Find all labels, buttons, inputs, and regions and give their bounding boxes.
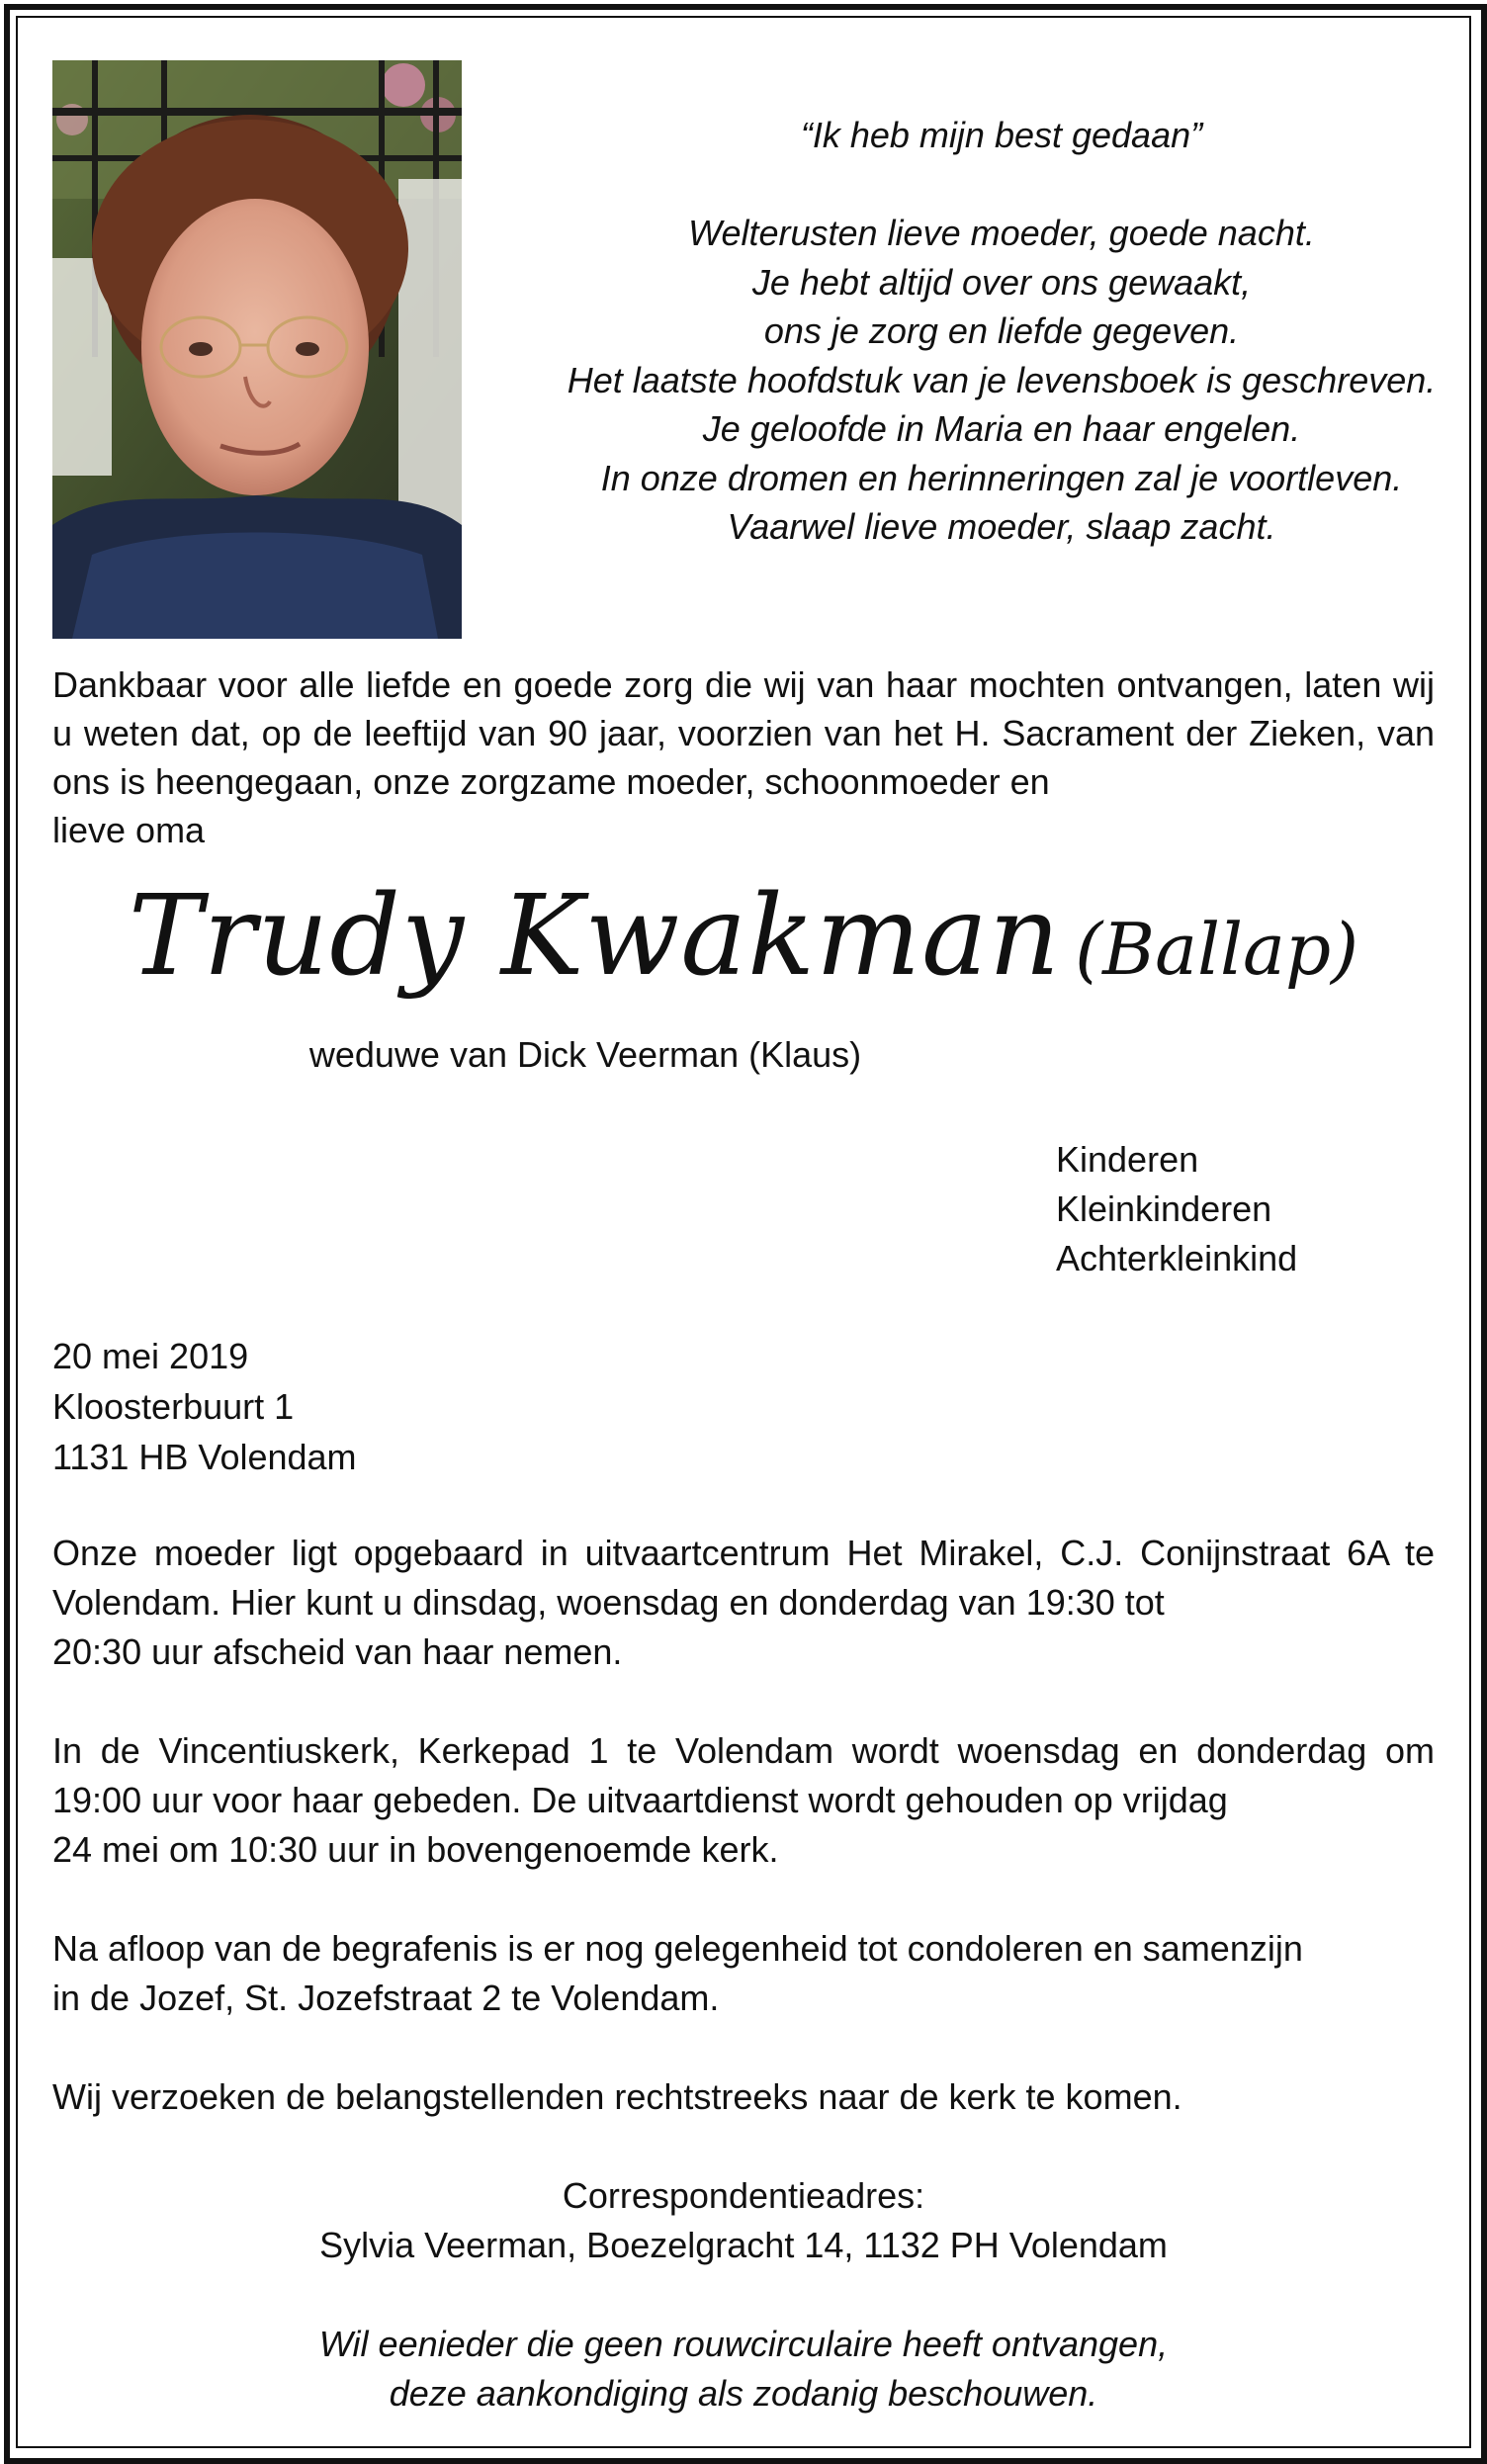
- postal-city: 1131 HB Volendam: [52, 1437, 357, 1477]
- portrait-photo-icon: [52, 60, 462, 639]
- paragraph-text: Na afloop van de begrafenis is er nog gelegenheid tot condoleren en samenzijn: [52, 1928, 1303, 1969]
- poem-line: In onze dromen en herinneringen zal je voortleven.: [600, 457, 1403, 498]
- poem-line: Je hebt altijd over ons gewaakt,: [751, 261, 1252, 303]
- paragraph-last-line: Wij verzoeken de belangstellenden rechtstreeks naar de kerk te komen.: [52, 2076, 1182, 2117]
- deceased-name: [52, 872, 1435, 1001]
- closing-line: Wil eenieder die geen rouwcirculaire heeft ontvangen,: [318, 2324, 1169, 2364]
- request-paragraph: [52, 2072, 1435, 2122]
- deceased-maiden-name: (Ballap): [1075, 908, 1359, 991]
- intro-text: Dankbaar voor alle liefde en goede zorg die wij van haar mochten ontvangen, laten wij u weten dat, op de leeftijd van 90 jaar, voorzien van het H. Sacrament der Zieken, van ons is heengegaan, onze zorgzame moeder, schoonmoeder en: [52, 664, 1435, 802]
- closing-note: [52, 2320, 1435, 2419]
- date-and-address: [52, 1331, 357, 1482]
- intro-paragraph: [52, 660, 1435, 854]
- service-paragraph: [52, 1726, 1435, 1875]
- family-member: Kinderen: [1056, 1139, 1199, 1180]
- poem-line: ons je zorg en liefde gegeven.: [763, 310, 1240, 351]
- announcement: [52, 0, 1435, 2464]
- family-member: Kleinkinderen: [1056, 1188, 1272, 1229]
- street: Kloosterbuurt 1: [52, 1386, 295, 1427]
- date: 20 mei 2019: [52, 1336, 249, 1376]
- lying-in-state-paragraph: [52, 1529, 1435, 1677]
- paragraph-text: In de Vincentiuskerk, Kerkepad 1 te Volendam wordt woensdag en donderdag om 19:00 uur voor haar gebeden. De uitvaartdienst wordt gehouden op vrijdag: [52, 1730, 1435, 1820]
- family-member: Achterkleinkind: [1056, 1238, 1298, 1278]
- paragraph-last-line: 24 mei om 10:30 uur in bovengenoemde kerk.: [52, 1829, 779, 1870]
- poem-line: Het laatste hoofdstuk van je levensboek is geschreven.: [567, 359, 1437, 400]
- paragraph-last-line: 20:30 uur afscheid van haar nemen.: [52, 1631, 623, 1672]
- correspondence-label: Correspondentieadres:: [562, 2175, 925, 2216]
- poem-motto: “Ik heb mijn best gedaan”: [800, 115, 1203, 155]
- paragraph-text: Onze moeder ligt opgebaard in uitvaartcentrum Het Mirakel, C.J. Conijnstraat 6A te Volendam. Hier kunt u dinsdag, woensdag en donderdag van 19:30 tot: [52, 1533, 1435, 1623]
- deceased-full-name: Trudy Kwakman: [128, 872, 1062, 1001]
- condolence-paragraph: [52, 1924, 1435, 2023]
- correspondence-details: Sylvia Veerman, Boezelgracht 14, 1132 PH Volendam: [319, 2225, 1168, 2265]
- closing-line: deze aankondiging als zodanig beschouwen.: [389, 2373, 1098, 2414]
- intro-last-line: lieve oma: [52, 810, 206, 850]
- poem-line: Je geloofde in Maria en haar engelen.: [702, 408, 1301, 449]
- correspondence-address: [52, 2171, 1435, 2270]
- portrait-photo: [52, 60, 462, 639]
- poem: [468, 111, 1487, 552]
- paragraph-last-line: in de Jozef, St. Jozefstraat 2 te Volendam.: [52, 1978, 720, 2018]
- widow-of: weduwe van Dick Veerman (Klaus): [308, 1034, 862, 1075]
- family-list: [1056, 1135, 1297, 1283]
- poem-line: Welterusten lieve moeder, goede nacht.: [688, 213, 1315, 253]
- poem-line: Vaarwel lieve moeder, slaap zacht.: [727, 506, 1276, 547]
